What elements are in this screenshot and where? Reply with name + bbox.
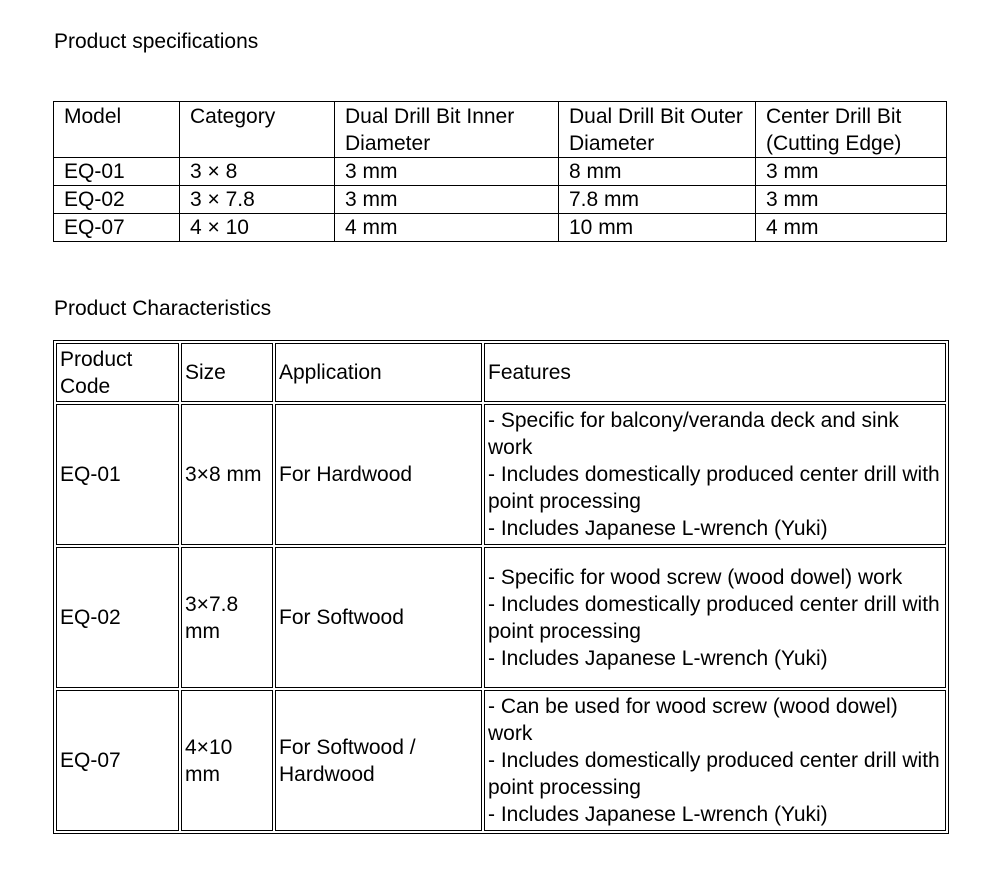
char-col-product-code: Product Code (56, 343, 179, 402)
spec-row (54, 214, 947, 242)
spec-cell-model: EQ-01 (54, 158, 180, 186)
spec-cell-model: EQ-07 (54, 214, 180, 242)
spec-row (54, 186, 947, 214)
spec-cell-center-drill: 3 mm (756, 186, 947, 214)
feature-line: - Specific for balcony/veranda deck and sink work (488, 409, 899, 459)
spec-cell-inner-diameter: 4 mm (335, 214, 559, 242)
spec-cell-model: EQ-02 (54, 186, 180, 214)
char-cell-features (484, 547, 946, 688)
spec-cell-center-drill: 4 mm (756, 214, 947, 242)
characteristics-row (56, 547, 946, 688)
spec-cell-category: 3 × 7.8 (180, 186, 335, 214)
spec-cell-center-drill: 3 mm (756, 158, 947, 186)
char-col-size: Size (181, 343, 273, 402)
char-cell-application: For Softwood / Hardwood (275, 690, 482, 831)
spec-cell-outer-diameter: 8 mm (559, 158, 756, 186)
spec-row (54, 158, 947, 186)
feature-line: - Can be used for wood screw (wood dowel) work (488, 695, 898, 745)
spec-cell-category: 4 × 10 (180, 214, 335, 242)
char-cell-features (484, 690, 946, 831)
feature-line: - Includes domestically produced center drill with point processing (488, 463, 940, 513)
char-cell-code: EQ-07 (56, 690, 179, 831)
char-cell-application: For Hardwood (275, 404, 482, 545)
feature-line: - Includes Japanese L-wrench (Yuki) (488, 517, 828, 540)
spec-cell-outer-diameter: 7.8 mm (559, 186, 756, 214)
spec-header-row (54, 102, 947, 158)
spec-col-model: Model (54, 102, 180, 158)
spec-heading: Product specifications (54, 30, 259, 53)
characteristics-header-row (56, 343, 946, 402)
spec-col-center-drill: Center Drill Bit (Cutting Edge) (756, 102, 947, 158)
feature-line: - Specific for wood screw (wood dowel) work (488, 565, 903, 589)
feature-line: - Includes domestically produced center drill with point processing (488, 749, 940, 799)
characteristics-row (56, 690, 946, 831)
spec-cell-outer-diameter: 10 mm (559, 214, 756, 242)
spec-cell-category: 3 × 8 (180, 158, 335, 186)
char-col-application: Application (275, 343, 482, 402)
spec-cell-inner-diameter: 3 mm (335, 186, 559, 214)
char-cell-size: 4×10 mm (181, 690, 273, 831)
char-cell-code: EQ-02 (56, 547, 179, 688)
feature-line: - Includes Japanese L-wrench (Yuki) (488, 803, 828, 826)
char-cell-size: 3×8 mm (181, 404, 273, 545)
spec-cell-inner-diameter: 3 mm (335, 158, 559, 186)
char-cell-code: EQ-01 (56, 404, 179, 545)
characteristics-table (53, 340, 949, 834)
char-cell-size: 3×7.8 mm (181, 547, 273, 688)
spec-col-outer-diameter: Dual Drill Bit Outer Diameter (559, 102, 756, 158)
spec-table (53, 101, 947, 242)
characteristics-row (56, 404, 946, 545)
spec-col-category: Category (180, 102, 335, 158)
char-col-features: Features (484, 343, 946, 402)
feature-line: - Includes Japanese L-wrench (Yuki) (488, 646, 828, 670)
feature-line: - Includes domestically produced center drill with point processing (488, 592, 940, 643)
char-cell-application: For Softwood (275, 547, 482, 688)
characteristics-heading: Product Characteristics (54, 297, 272, 320)
char-cell-features (484, 404, 946, 545)
spec-col-inner-diameter: Dual Drill Bit Inner Diameter (335, 102, 559, 158)
